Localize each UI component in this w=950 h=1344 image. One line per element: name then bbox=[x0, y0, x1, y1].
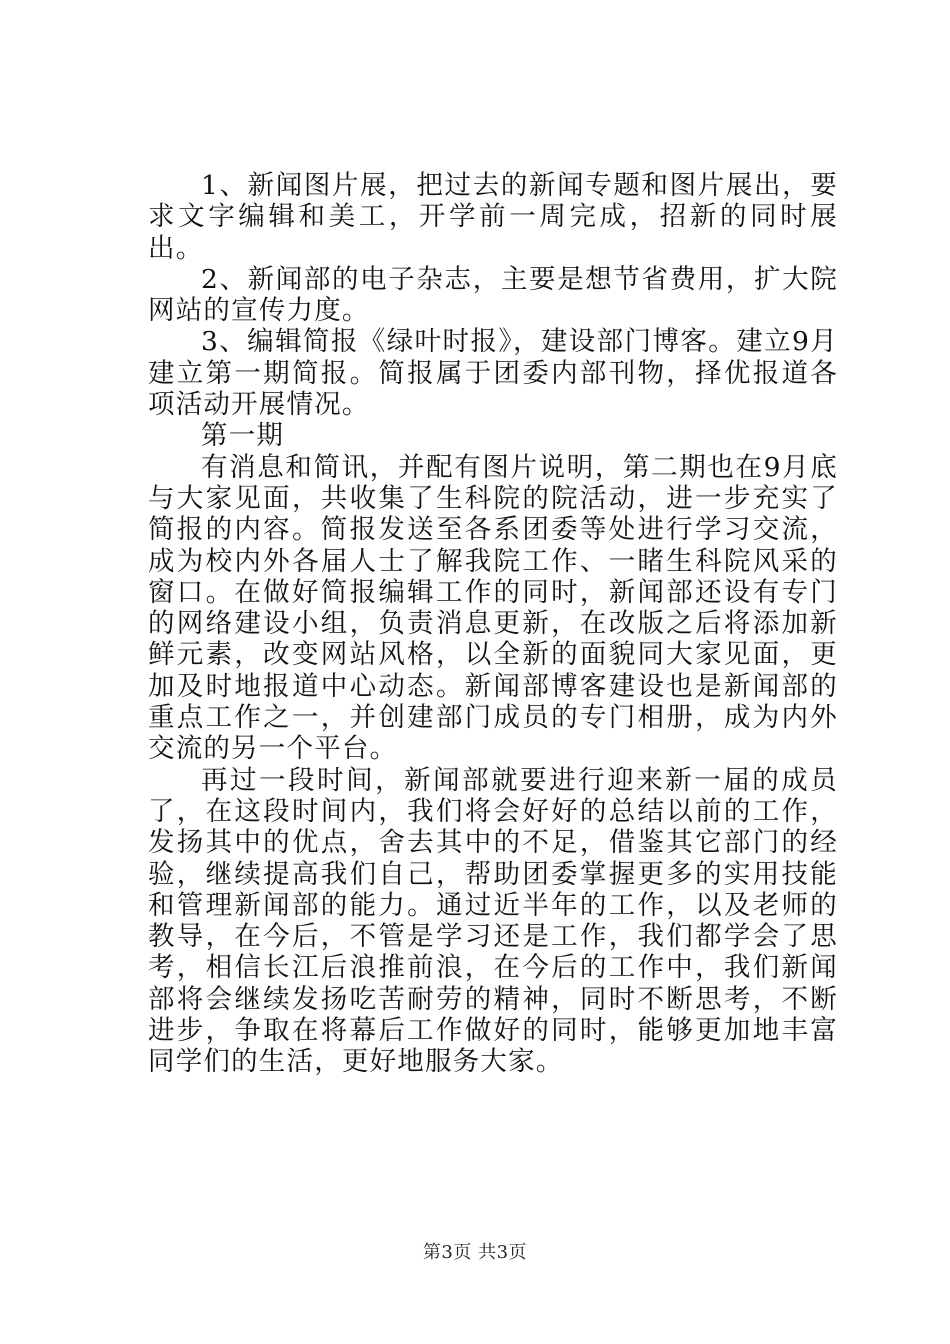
document-body bbox=[148, 170, 838, 1078]
page-footer: 第3页 共3页 bbox=[422, 1242, 528, 1263]
paragraph-photo-exhibition: 1、新闻图片展，把过去的新闻专题和图片展出，要求文字编辑和美工，开学前一周完成，招新的同时展出。 bbox=[148, 170, 838, 264]
paragraph-e-magazine: 2、新闻部的电子杂志，主要是想节省费用，扩大院网站的宣传力度。 bbox=[148, 263, 838, 327]
paragraph-newsletter: 3、编辑简报《绿叶时报》，建设部门博客。建立9月建立第一期简报。简报属于团委内部刊物，择优报道各项活动开展情况。 bbox=[148, 326, 838, 421]
paragraph-first-issue-heading: 第一期 bbox=[201, 420, 285, 452]
paragraph-summary: 再过一段时间，新闻部就要进行迎来新一届的成员了，在这段时间内，我们将会好好的总结以前的工作，发扬其中的优点，舍去其中的不足，借鉴其它部门的经验，继续提高我们自己，帮助团委掌握更多的实用技能和管理新闻部的能力。通过近半年的工作，以及老师的教导，在今后，不管是学习还是工作，我们都学会了思考，相信长江后浪推前浪，在今后的工作中，我们新闻部将会继续发扬吃苦耐劳的精神，同时不断思考，不断进步，争取在将幕后工作做好的同时，能够更加地丰富同学们的生活，更好地服务大家。 bbox=[148, 764, 838, 1078]
paragraph-newsletter-details: 有消息和简讯，并配有图片说明，第二期也在9月底与大家见面，共收集了生科院的院活动，进一步充实了简报的内容。简报发送至各系团委等处进行学习交流，成为校内外各届人士了解我院工作、一睹生科院风采的窗口。在做好简报编辑工作的同时，新闻部还设有专门的网络建设小组，负责消息更新，在改版之后将添加新鲜元素，改变网站风格，以全新的面貌同大家见面，更加及时地报道中心动态。新闻部博客建设也是新闻部的重点工作之一，并创建部门成员的专门相册，成为内外交流的另一个平台。 bbox=[148, 451, 838, 765]
